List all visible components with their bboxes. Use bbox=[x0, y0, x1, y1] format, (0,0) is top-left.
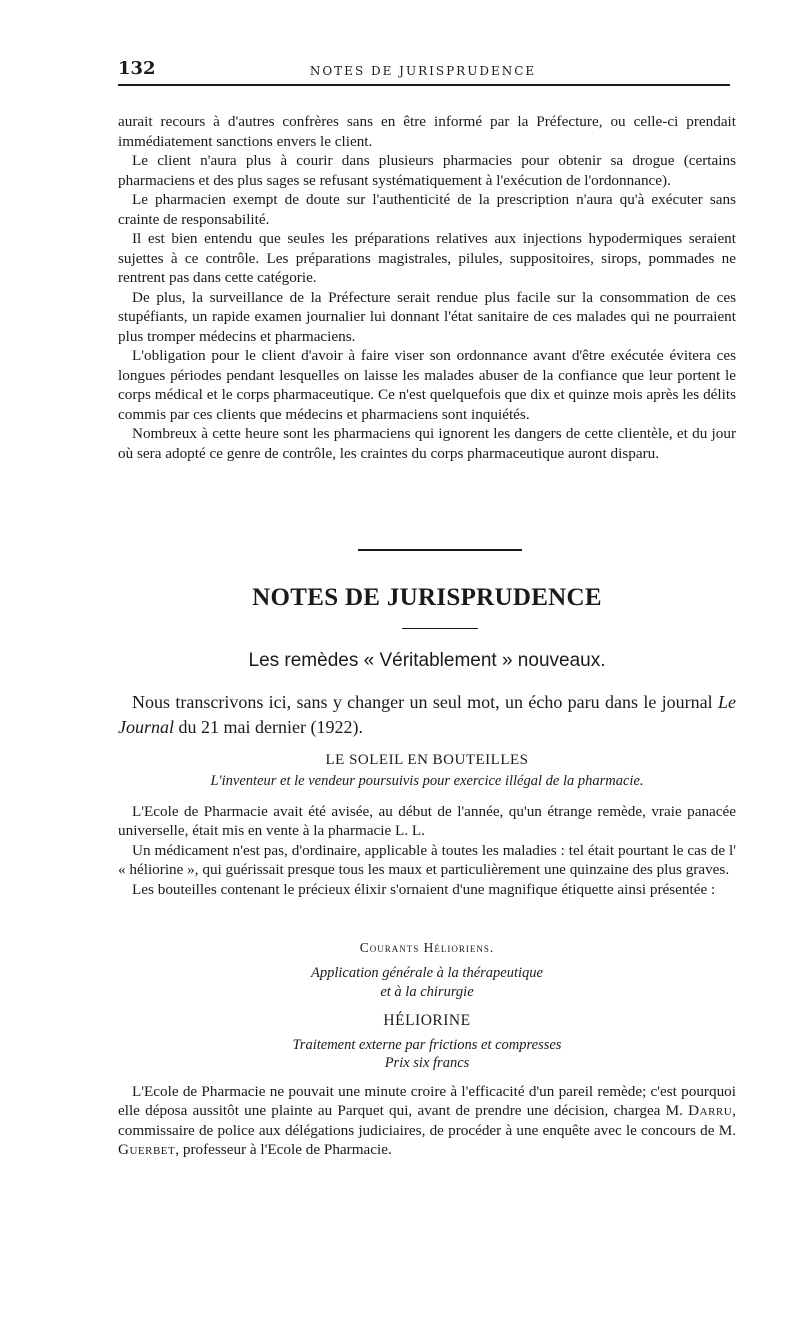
article-subtitle: L'inventeur et le vendeur poursuivis pour exercice illégal de la pharmacie. bbox=[210, 773, 644, 789]
paragraph: Les bouteilles contenant le précieux élixir s'ornaient d'une magnifique étiquette ainsi présentée : bbox=[132, 880, 716, 898]
paragraph: Un médicament n'est pas, d'ordinaire, applicable à toutes les maladies : tel était pourtant le cas de l' « héliorine », qui guérissait presque tous les maux et particulièrement une quinzaine des plus graves. bbox=[118, 841, 736, 879]
paragraph: De plus, la surveillance de la Préfecture serait rendue plus facile sur la consommation de ces stupéfiants, un rapide examen journalier lui donnant l'état sanitaire de ces malades qui ne pourraient plus tromper médecins et pharmaciens. bbox=[118, 288, 736, 345]
journal-name: Le Journal bbox=[118, 692, 736, 737]
label-product-name: HÉLIORINE bbox=[383, 1012, 471, 1029]
label-line-courants: Courants Hélioriens. bbox=[359, 940, 495, 955]
person-name: Darru bbox=[688, 1102, 733, 1120]
paragraph: L'Ecole de Pharmacie avait été avisée, au début de l'année, qu'un étrange remède, vraie panacée universelle, était mis en vente à la pharmacie L. L. bbox=[118, 803, 736, 840]
paragraph: Le pharmacien exempt de doute sur l'authenticité de la prescription n'aura qu'à exécuter sans crainte de responsabilité. bbox=[118, 191, 736, 228]
article-closing bbox=[118, 1082, 736, 1160]
paragraph: Nombreux à cette heure sont les pharmaciens qui ignorent les dangers de cette clientèle, et du jour où sera adopté ce genre de contrôle, les craintes du corps pharmaceutique auront disparu. bbox=[118, 425, 736, 462]
label-application bbox=[118, 964, 736, 1002]
title-rule bbox=[402, 628, 478, 629]
closing-text: , commissaire de police aux délégations judiciaires, de procéder à une enquête avec le concours de M. bbox=[118, 1102, 736, 1139]
intro-date: du 21 mai dernier (1922). bbox=[174, 717, 363, 737]
page-number: 132 bbox=[118, 58, 156, 79]
header-rule bbox=[118, 84, 730, 86]
paragraph: L'obligation pour le client d'avoir à faire viser son ordonnance avant d'être exécutée évitera ces longues périodes pendant lesquelles on laisse les malades abuser de la confiance que leur portent le corps médical et le corps pharmaceutique. Ce n'est quelquefois que dix et quinze mois après les délits commis par ces clients que médecins et pharmaciens sont inquiétés. bbox=[118, 347, 736, 423]
label-line: Traitement externe par frictions et compresses bbox=[292, 1037, 562, 1053]
label-treatment bbox=[118, 1036, 736, 1072]
closing-text: L'Ecole de Pharmacie ne pouvait une minute croire à l'efficacité d'un pareil remède; c'est pourquoi elle déposa aussitôt une plainte au Parquet qui, avant de prendre une décision, chargea M. bbox=[118, 1083, 736, 1120]
running-title: NOTES DE JURISPRUDENCE bbox=[309, 64, 537, 78]
paragraph: aurait recours à d'autres confrères sans en être informé par la Préfecture, ou celle-ci prendait immédiatement sanctions envers le client. bbox=[118, 113, 736, 150]
intro-paragraph bbox=[118, 690, 736, 740]
page-header bbox=[118, 56, 728, 86]
section-title: NOTES DE JURISPRUDENCE bbox=[252, 584, 602, 611]
continued-text bbox=[118, 112, 736, 463]
article-body bbox=[118, 802, 736, 899]
intro-text: Nous transcrivons ici, sans y changer un seul mot, un écho paru dans le journal bbox=[132, 692, 718, 712]
article-title: LE SOLEIL EN BOUTEILLES bbox=[325, 752, 529, 768]
label-line: Application générale à la thérapeutique bbox=[311, 965, 543, 981]
label-price: Prix six francs bbox=[384, 1055, 470, 1071]
paragraph: Le client n'aura plus à courir dans plusieurs pharmacies pour obtenir sa drogue (certains pharmaciens et des plus sages se refusant systématiquement à l'exécution de l'ordonnance). bbox=[118, 152, 736, 189]
label-line: et à la chirurgie bbox=[380, 984, 474, 1000]
closing-text: , professeur à l'Ecole de Pharmacie. bbox=[175, 1141, 392, 1159]
section-separator bbox=[358, 549, 522, 551]
person-name: Guerbet bbox=[118, 1141, 176, 1159]
section-subtitle: Les remèdes « Véritablement » nouveaux. bbox=[248, 650, 606, 671]
paragraph: Il est bien entendu que seules les préparations relatives aux injections hypodermiques seraient sujettes à ce contrôle. Les préparations magistrales, pilules, suppositoires, sirops, pommades ne rentrent pas dans cette catégorie. bbox=[118, 230, 736, 286]
